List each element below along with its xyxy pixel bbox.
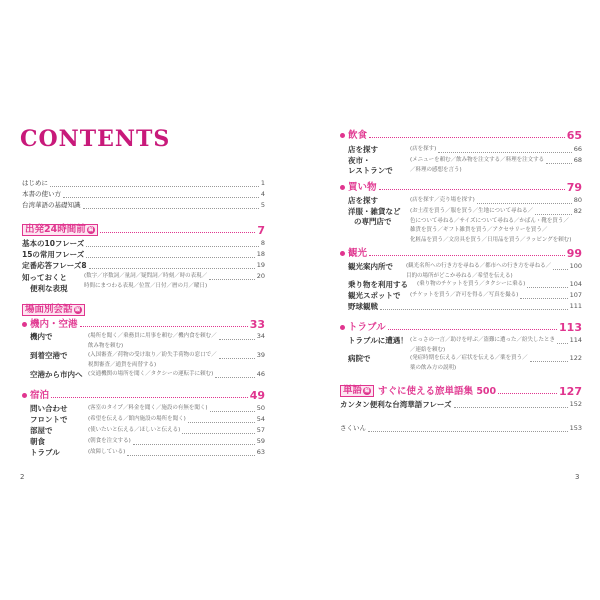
page-number-right: 3 <box>575 473 580 481</box>
entry-title: フロントで <box>30 415 68 424</box>
leader <box>100 232 256 233</box>
chapter-badge-icon: 編 <box>75 306 81 313</box>
toc-entry[interactable] <box>340 354 582 373</box>
chapter-label: 出発24時間前 <box>25 224 86 235</box>
leader <box>215 377 254 378</box>
entry-desc: (故障している) <box>88 449 126 455</box>
leader <box>520 298 567 299</box>
leader <box>89 268 255 269</box>
toc-entry[interactable] <box>340 156 582 176</box>
toc-entry[interactable] <box>340 196 582 206</box>
entry-desc: (交通機関の場所を聞く／タクシーの運転手に頼む) <box>88 371 214 377</box>
page-number: 107 <box>569 291 582 299</box>
entry-desc: 時間にまつわる表現／位置／日付／暦の月／曜日) <box>84 282 208 289</box>
entry-desc: (使いたいと伝える／ほしいと伝える) <box>88 427 181 433</box>
leader <box>380 309 568 310</box>
toc-entry[interactable] <box>22 250 265 260</box>
section-heading[interactable] <box>22 391 265 401</box>
toc-entry[interactable] <box>22 190 265 200</box>
entry-title: 朝食 <box>30 437 45 446</box>
page-number: 59 <box>256 437 265 445</box>
toc-entry[interactable] <box>340 400 582 410</box>
leader <box>133 444 255 445</box>
leader <box>368 431 568 432</box>
entry-desc: (数字／序数詞／量詞／疑問詞／時刻／時の表現／ <box>84 273 208 279</box>
page-number: 99 <box>566 247 582 260</box>
entry-title-line: 知っておくと <box>22 273 67 282</box>
chapter-badge-icon: 編 <box>364 387 370 394</box>
page-number: 66 <box>573 145 582 153</box>
contents-title: CONTENTS <box>20 126 171 152</box>
page-number: 1 <box>260 179 265 187</box>
leader <box>209 279 255 280</box>
page-number: 34 <box>256 332 265 340</box>
toc-entry[interactable] <box>340 280 582 290</box>
entry-title: 観光案内所で <box>348 262 393 271</box>
page-number: 50 <box>256 404 265 412</box>
entry-title <box>348 156 410 176</box>
leader <box>369 255 565 256</box>
entry-desc: ／料理の感想を言う) <box>410 166 462 173</box>
page-number: 46 <box>256 370 265 378</box>
entry-title: 空港から市内へ <box>30 370 83 379</box>
chapter-heading[interactable] <box>22 224 265 236</box>
leader <box>63 197 259 198</box>
toc-entry[interactable] <box>22 272 265 294</box>
leader <box>477 203 572 204</box>
entry-title: 台湾華語の基礎知識 <box>22 201 81 209</box>
entry-title: カンタン便利な台湾華語フレーズ <box>340 400 452 409</box>
entry-desc: (メニューを頼む／飲み物を注文する／料理を注文する <box>410 157 545 163</box>
toc-entry[interactable] <box>22 332 265 351</box>
page-number: 114 <box>569 336 582 344</box>
page-number: 65 <box>566 129 582 142</box>
section-label: 観光 <box>348 248 368 259</box>
toc-entry[interactable] <box>22 239 265 249</box>
toc-entry[interactable] <box>22 351 265 370</box>
chapter-title: すぐに使える旅単語集 500 <box>378 386 497 397</box>
entry-desc: (発症時期を伝える／症状を伝える／薬を買う／ <box>410 355 528 361</box>
bullet-icon <box>340 133 345 138</box>
entry-desc: (入国審査／荷物の受け取り／紛失手荷物の窓口で／ <box>88 352 217 358</box>
entry-desc: (場所を聞く／乗務員に用事を頼む／機内食を頼む／ <box>88 333 217 339</box>
entry-title-line: 洋服・雑貨など <box>348 207 401 216</box>
page-number: 113 <box>559 321 582 334</box>
entry-title-line: の専門店で <box>354 217 392 226</box>
leader <box>83 208 259 209</box>
leader <box>388 329 557 330</box>
bullet-icon <box>22 393 27 398</box>
entry-title: 野球観戦 <box>348 302 378 311</box>
page-number: 68 <box>573 156 582 164</box>
page-number: 5 <box>260 201 265 209</box>
leader <box>438 152 571 153</box>
toc-entry[interactable] <box>22 426 265 436</box>
page-number: 63 <box>256 448 265 456</box>
leader <box>51 397 248 398</box>
entry-title-line: 夜市・ <box>348 156 371 165</box>
page-number: 18 <box>256 250 265 258</box>
entry-title <box>22 272 84 294</box>
section-label: 機内・空港 <box>30 319 78 330</box>
chapter-label-box <box>340 385 374 397</box>
chapter-badge-icon: 編 <box>88 226 94 233</box>
toc-entry[interactable] <box>22 179 265 189</box>
entry-desc: (希望を伝える／館内施設の場所を聞く) <box>88 416 186 422</box>
toc-entry[interactable] <box>22 404 265 414</box>
entry-desc: (店を探す) <box>410 146 437 152</box>
page-number-left: 2 <box>20 473 25 481</box>
toc-entry[interactable] <box>340 424 582 434</box>
leader <box>546 163 572 164</box>
leader <box>557 343 568 344</box>
section-heading[interactable] <box>22 320 265 330</box>
toc-entry[interactable] <box>22 370 265 380</box>
page-number: 57 <box>256 426 265 434</box>
entry-title: 本書の使い方 <box>22 190 61 198</box>
section-heading[interactable] <box>340 249 582 259</box>
page-number: 49 <box>249 389 265 402</box>
page-number: 19 <box>256 261 265 269</box>
entry-desc: 飲み物を頼む) <box>88 342 124 349</box>
page-number: 82 <box>573 207 582 215</box>
entry-title: 観光スポットで <box>348 291 401 300</box>
page-number: 127 <box>559 385 582 398</box>
entry-desc: 化粧品を買う／文房具を買う／日用品を買う／ラッピングを頼む) <box>410 236 572 243</box>
chapter-label-box <box>22 224 98 236</box>
chapter-label: 単語 <box>343 385 363 396</box>
chapter-heading <box>22 304 265 316</box>
entry-desc: 色について尋ねる／サイズについて尋ねる／かばん・靴を買う／ <box>410 217 569 224</box>
page-number: 4 <box>260 190 265 198</box>
leader <box>188 422 255 423</box>
page-number: 79 <box>566 181 582 194</box>
entry-title: 部屋で <box>30 426 53 435</box>
section-label: トラブル <box>348 322 386 333</box>
chapter-label-box <box>22 304 85 316</box>
section-heading[interactable] <box>340 323 582 333</box>
entry-desc: 薬の飲み方の説明) <box>410 364 457 371</box>
chapter-heading[interactable] <box>340 385 582 397</box>
leader <box>219 339 255 340</box>
leader <box>127 455 254 456</box>
page-number: 39 <box>256 351 265 359</box>
leader <box>498 393 557 394</box>
toc-entry[interactable] <box>22 437 265 447</box>
leader <box>527 287 567 288</box>
leader <box>210 411 255 412</box>
entry-title-line: 便利な表現 <box>30 284 68 293</box>
toc-entry[interactable] <box>22 448 265 458</box>
page-number: 20 <box>256 272 265 280</box>
page-number: 152 <box>569 400 582 408</box>
entry-desc: (乗り物のチケットを買う／タクシーに乗る) <box>417 281 526 287</box>
page-number: 153 <box>569 424 582 432</box>
bullet-icon <box>340 325 345 330</box>
page-number: 100 <box>569 262 582 270</box>
entry-desc: 税関審査／通貨を両替する) <box>88 361 157 368</box>
entry-title: 機内で <box>30 332 53 341</box>
leader <box>379 189 565 190</box>
entry-title: 店を探す <box>348 196 378 205</box>
leader <box>50 186 259 187</box>
entry-desc: 目的の場所がどこか尋ねる／希望を伝える) <box>406 272 513 279</box>
entry-title: はじめに <box>22 179 48 187</box>
leader <box>219 358 255 359</box>
entry-desc: ／連絡を頼む) <box>410 346 446 353</box>
toc-entry[interactable] <box>340 145 582 155</box>
entry-desc: (とっさの一言／助けを呼ぶ／盗難に遭った／紛失したとき <box>410 337 556 343</box>
entry-title: 病院で <box>348 354 371 363</box>
page-number: 111 <box>569 302 582 310</box>
leader <box>182 433 254 434</box>
bullet-icon <box>340 251 345 256</box>
entry-title: トラブルに遭遇！ <box>348 336 408 345</box>
leader <box>553 269 567 270</box>
leader <box>80 326 248 327</box>
page-number: 33 <box>249 318 265 331</box>
entry-title-line: レストランで <box>348 166 393 175</box>
toc-entry[interactable] <box>22 415 265 425</box>
entry-title: 15の常用フレーズ <box>22 250 85 259</box>
leader <box>535 214 572 215</box>
section-label: 買い物 <box>348 182 377 193</box>
page-number: 122 <box>569 354 582 362</box>
leader <box>86 246 259 247</box>
entry-title: トラブル <box>30 448 60 457</box>
entry-title: 基本の10フレーズ <box>22 239 85 248</box>
chapter-label: 場面別会話 <box>25 304 73 315</box>
entry-title <box>348 207 410 227</box>
leader <box>454 407 568 408</box>
entry-desc: (朝食を注文する) <box>88 438 131 444</box>
entry-desc: (お土産を買う／服を買う／生地について尋ねる／ <box>410 208 534 214</box>
entry-desc: (客室のタイプ／料金を聞く／施設の有無を聞く) <box>88 405 208 411</box>
toc-entry[interactable] <box>340 207 582 245</box>
page-number: 54 <box>256 415 265 423</box>
entry-desc: (店を探す／売り場を探す) <box>410 197 475 203</box>
toc-entry[interactable] <box>22 261 265 271</box>
section-heading[interactable] <box>340 131 582 141</box>
section-label: 宿泊 <box>30 390 50 401</box>
toc-entry[interactable] <box>340 302 582 312</box>
toc-entry[interactable] <box>340 336 582 355</box>
entry-title: 定番応答フレーズ8 <box>22 261 87 270</box>
leader <box>86 257 254 258</box>
entry-title: 店を探す <box>348 145 378 154</box>
toc-entry[interactable] <box>22 201 265 211</box>
toc-entry[interactable] <box>340 291 582 301</box>
entry-title: 到着空港で <box>30 351 68 360</box>
bullet-icon <box>22 322 27 327</box>
section-heading[interactable] <box>340 183 582 193</box>
section-label: 飲食 <box>348 130 368 141</box>
bullet-icon <box>340 185 345 190</box>
entry-title: さくいん <box>340 424 366 432</box>
entry-desc: (チケットを買う／許可を得る／写真を撮る) <box>410 292 519 298</box>
leader <box>369 137 565 138</box>
toc-entry[interactable] <box>340 262 582 281</box>
entry-title: 乗り物を利用する <box>348 280 408 289</box>
page-number: 7 <box>257 224 265 237</box>
entry-title: 問い合わせ <box>30 404 68 413</box>
entry-desc: 雑貨を買う／ギフト雑貨を買う／アクセサリーを買う／ <box>410 227 548 233</box>
page-number: 8 <box>260 239 265 247</box>
leader <box>530 361 568 362</box>
page-number: 80 <box>573 196 582 204</box>
page-number: 104 <box>569 280 582 288</box>
entry-desc: (観光名所への行き方を尋ねる／都市への行き方を尋ねる／ <box>406 263 552 269</box>
